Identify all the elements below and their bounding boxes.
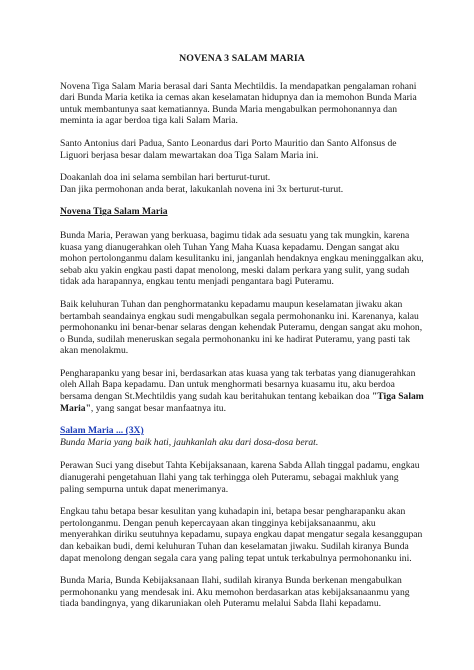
intro-paragraph-3b: Dan jika permohonan anda berat, lakukanlah novena ini 3x berturut-turut. — [60, 183, 344, 195]
prayer-paragraph-3 — [60, 368, 424, 414]
intro-paragraph-3a: Doakanlah doa ini selama sembilan hari berturut-turut. — [60, 172, 271, 184]
prayer-paragraph-3-text-b: , yang sangat besar manfaatnya itu. — [90, 402, 226, 414]
section-heading: Novena Tiga Salam Maria — [60, 206, 168, 218]
prayer-paragraph-1: Bunda Maria, Perawan yang berkuasa, bagimu tidak ada sesuatu yang tak mungkin, karena kuasa yang dianugerahkan oleh Tuhan Yang Maha Kuasa kepadamu. Dengan sangat aku mohon pertolonganmu dalam kesulitanku ini, janganlah hendaknya engkau meninggalkan aku, sebab aku yakin engkau pasti dapat menolong, meski dalam perkara yang sulit, yang sudah tidak ada harapannya, engkau tentu menjadi pengantara bagi Puteramu. — [60, 229, 424, 288]
prayer-paragraph-6: Bunda Maria, Bunda Kebijaksanaan Ilahi, sudilah kiranya Bunda berkenan mengabulkan permohonanku yang mendesak ini. Aku memohon berdasarkan atas kebijaksanaanmu yang tiada bandingnya, yang dikaruniakan oleh Puteramu melalui Sabda Ilahi kepadamu. — [60, 575, 410, 610]
salam-maria-link[interactable]: Salam Maria ... (3X) — [60, 425, 144, 437]
salam-maria-petition: Bunda Maria yang baik hati, jauhkanlah aku dari dosa-dosa berat. — [60, 436, 319, 448]
intro-paragraph-2: Santo Antonius dari Padua, Santo Leonardus dari Porto Mauritio dan Santo Alfonsus de Liguori berjasa besar dalam mewartakan doa Tiga Salam Maria ini. — [60, 137, 397, 161]
prayer-paragraph-2: Baik keluhuran Tuhan dan penghormatanku kepadamu maupun keselamatan jiwaku akan bertambah seandainya engkau sudi mengabulkan segala permohonanku ini. Karenanya, kalau permohonanku ini benar-benar selaras dengan kehendak Puteramu, dengan sangat aku mohon, o Bunda, sudilah meneruskan segala permohonanku ini ke hadirat Puteramu, yang pasti tak akan menolakmu. — [60, 298, 423, 357]
prayer-paragraph-3-text-a: Pengharapanku yang besar ini, berdasarkan atas kuasa yang tak terbatas yang dianugerahkan oleh Allah Bapa kepadamu. Dan untuk menghormati besarnya kuasamu itu, aku berdoa bersama dengan St.Mechtildis yang sudah kau beritahukan tentang kebaikan doa — [60, 367, 416, 403]
prayer-paragraph-4: Perawan Suci yang disebut Tahta Kebijaksanaan, karena Sabda Allah tinggal padamu, engkau dianugerahi pengetahuan Ilahi yang tak terhingga oleh Puteramu, sebagai makhluk yang paling sempurna untuk dapat menerimanya. — [60, 460, 420, 495]
intro-paragraph-1: Novena Tiga Salam Maria berasal dari Santa Mechtildis. Ia mendapatkan pengalaman rohani dari Bunda Maria ketika ia cemas akan keselamatan hidupnya dan ia memohon Bunda Maria untuk membantunya saat kematiannya. Bunda Maria mengabulkan permohonannya dan meminta ia agar berdoa tiga kali Salam Maria. — [60, 80, 417, 127]
prayer-paragraph-5: Engkau tahu betapa besar kesulitan yang kuhadapin ini, betapa besar pengharapanku akan pertolonganmu. Dengan penuh kepercayaan akan tingginya kebijaksanaanmu, aku menyerahkan diriku seutuhnya kepadamu, supaya engkau dapat mengatur segala kesanggupan dan kebaikan budi, demi keluhuran Tuhan dan keselamatan jiwaku. Sudilah kiranya Bunda dapat menolong dengan segala cara yang paling tepat untuk terkabulnya permohonanku ini. — [60, 506, 423, 564]
prayer-paragraph-3-bold: "Tiga Salam Maria" — [60, 391, 424, 414]
document-title: NOVENA 3 SALAM MARIA — [179, 53, 305, 64]
